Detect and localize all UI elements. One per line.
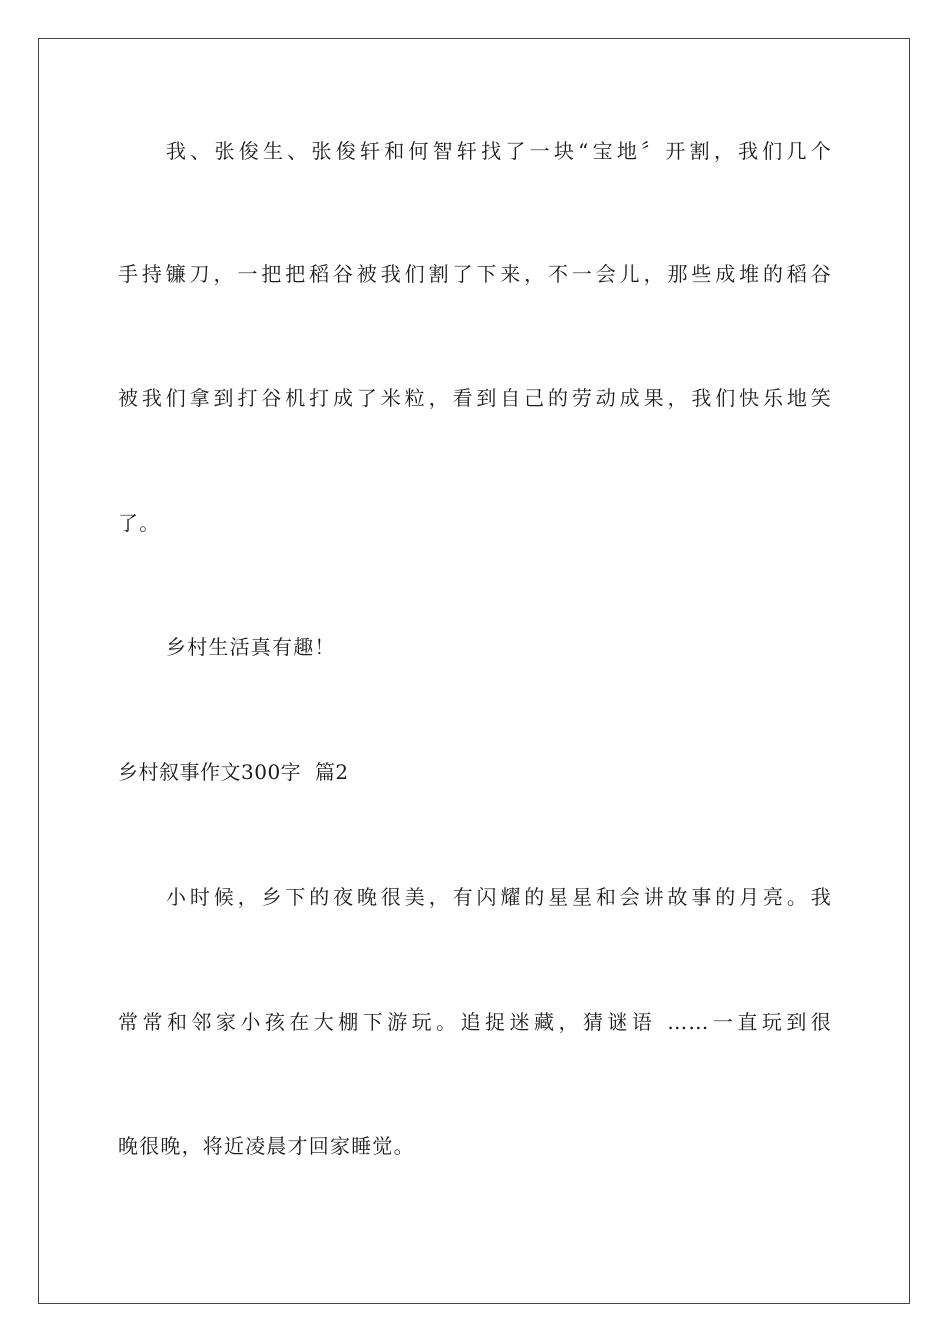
paragraph-1-line-4: 了。 — [118, 511, 161, 535]
paragraph-1-line-3: 被我们拿到打谷机打成了米粒，看到自己的劳动成果，我们快乐地笑 — [118, 386, 832, 410]
paragraph-2: 乡村生活真有趣！ — [166, 635, 336, 659]
paragraph-3-line-3: 晚很晚，将近凌晨才回家睡觉。 — [118, 1134, 415, 1158]
page-border — [38, 38, 910, 1304]
paragraph-1-line-2: 手持镰刀，一把把稻谷被我们割了下来，不一会儿，那些成堆的稻谷 — [118, 262, 832, 286]
section-heading: 乡村叙事作文300字 篇2 — [118, 760, 349, 784]
paragraph-1-line-1: 我、张俊生、张俊轩和何智轩找了一块“宝地〞开割，我们几个 — [166, 139, 832, 163]
paragraph-3-line-2: 常常和邻家小孩在大棚下游玩。追捉迷藏，猜谜语 ……一直玩到很 — [118, 1010, 832, 1034]
paragraph-3-line-1: 小时候，乡下的夜晚很美，有闪耀的星星和会讲故事的月亮。我 — [166, 885, 832, 909]
